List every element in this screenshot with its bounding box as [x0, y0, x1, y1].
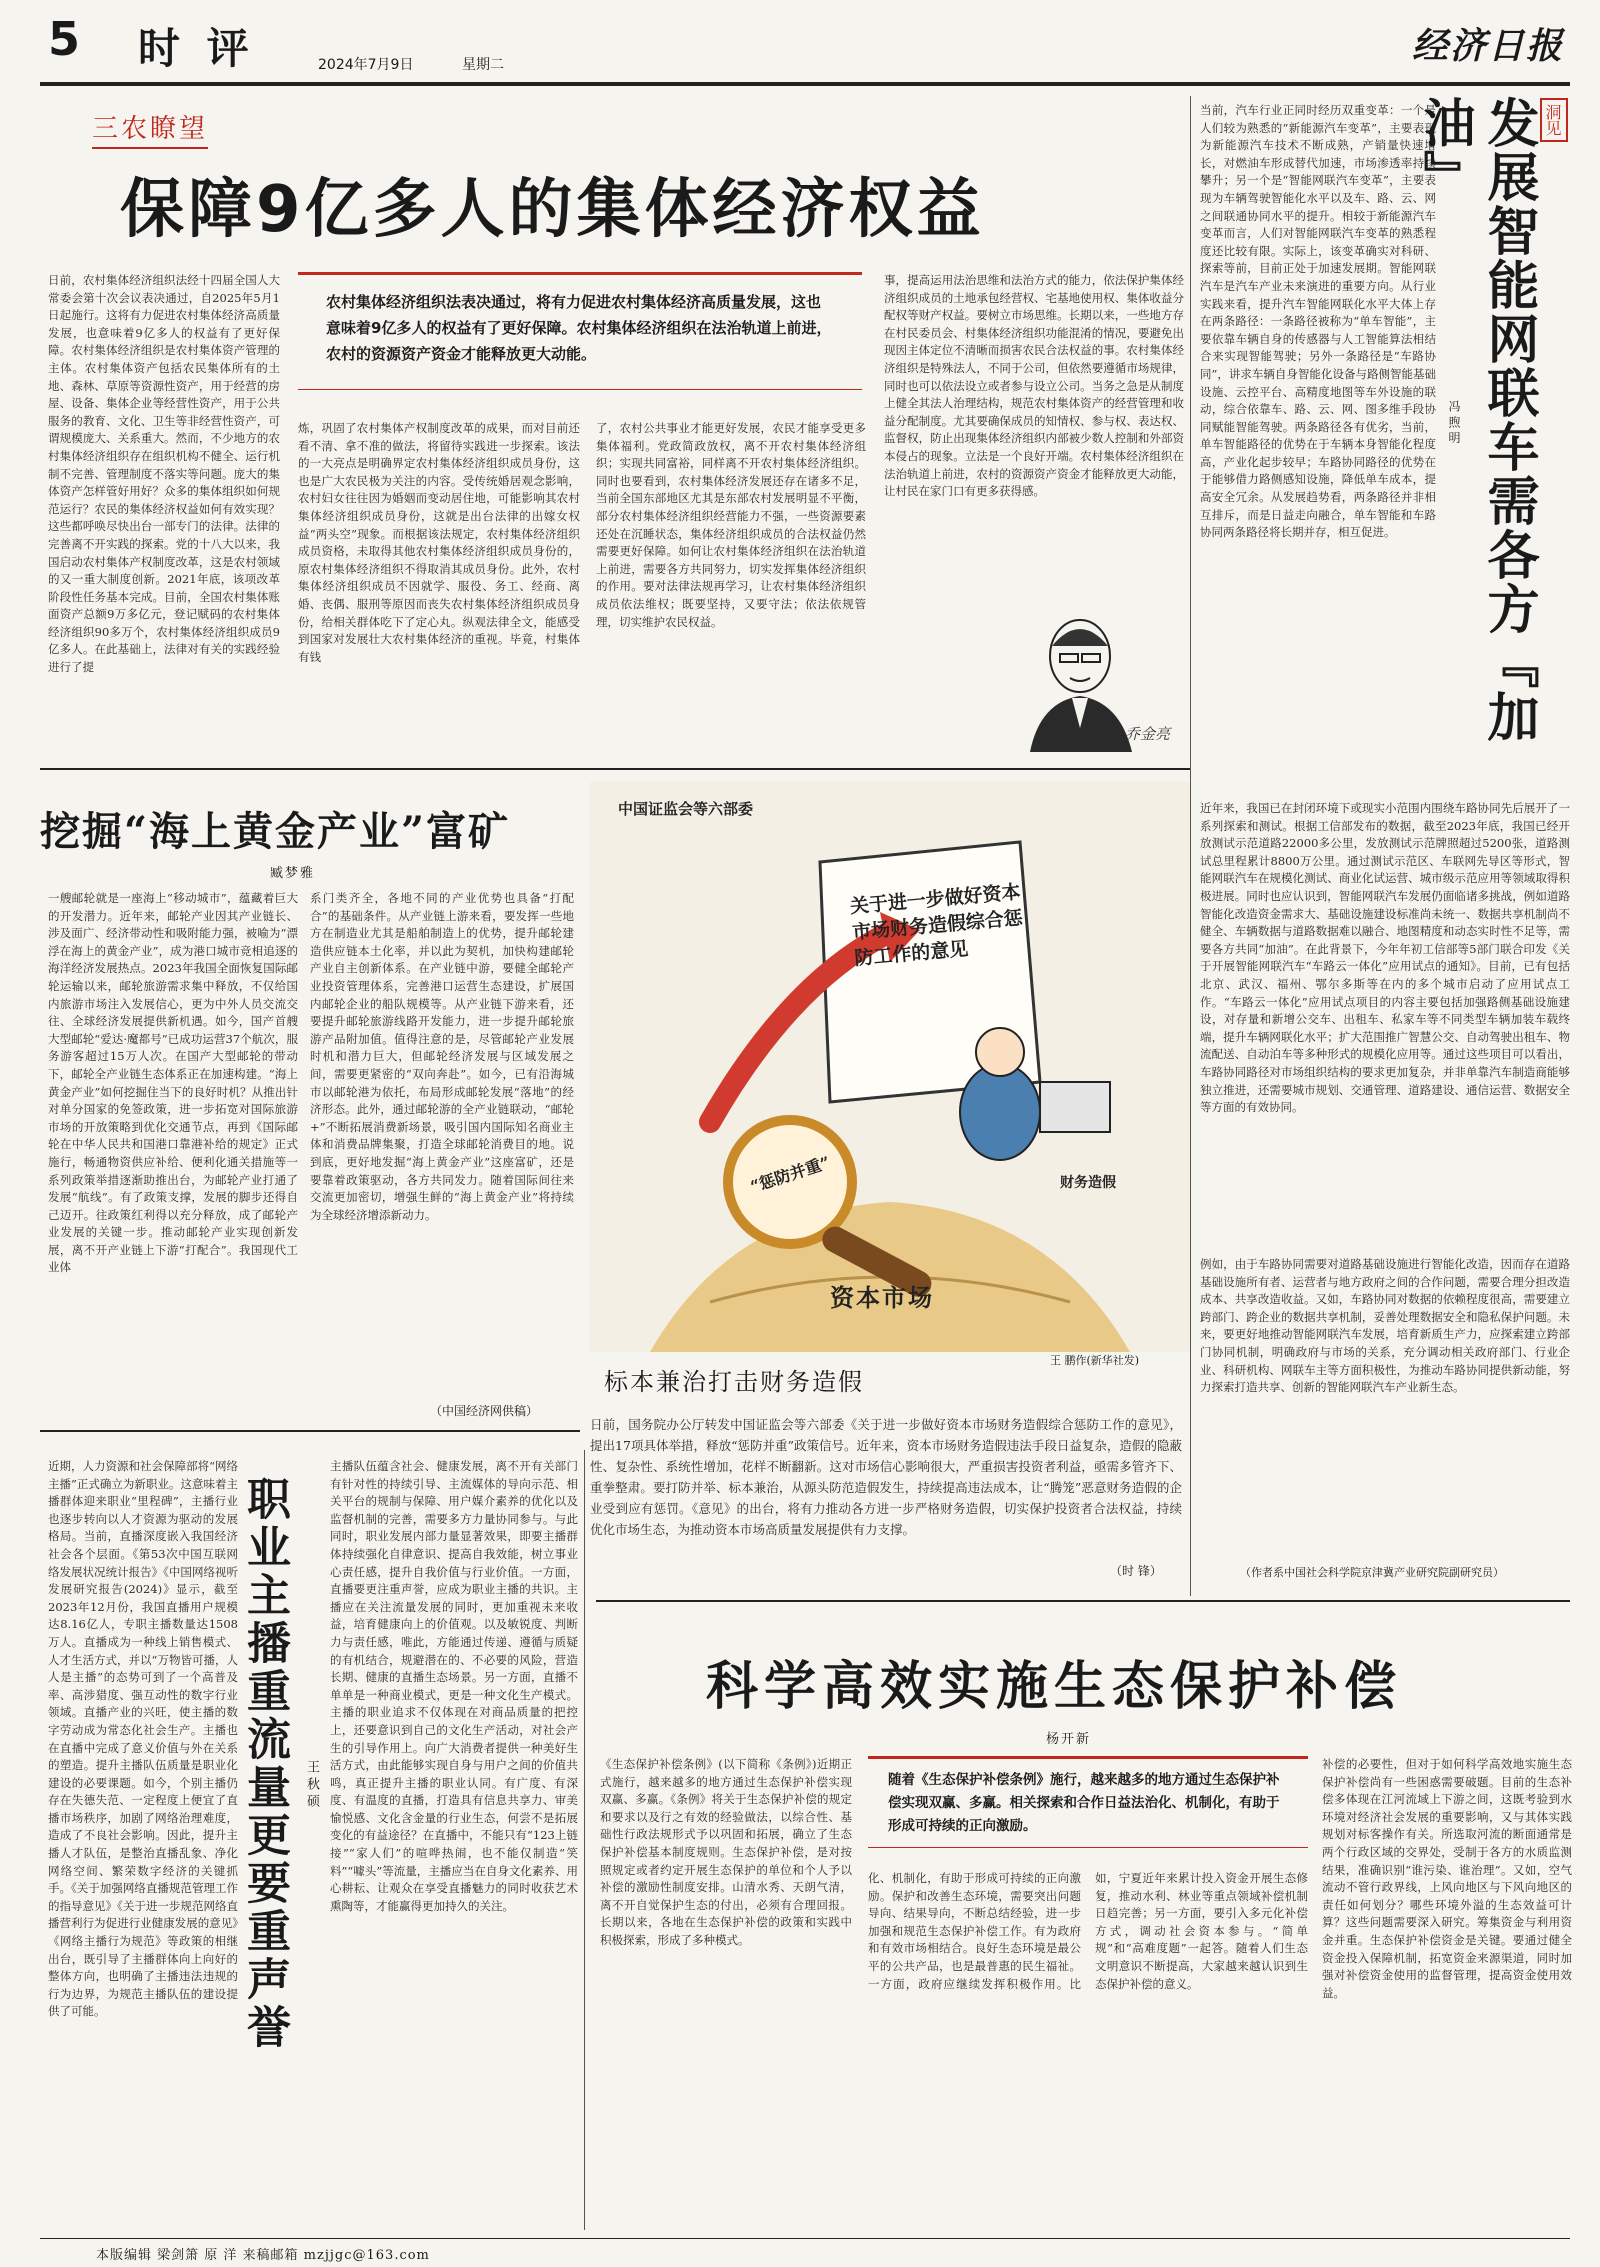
auto-tag: 洞见	[1540, 98, 1568, 142]
cartoon-bottom-text: 资本市场	[830, 1283, 934, 1312]
auto-author-note: （作者系中国社会科学院京津冀产业研究院副研究员）	[1240, 1566, 1504, 1579]
cartoon-tag: 财务造假	[1060, 1175, 1116, 1191]
auto-column-2: 近年来，我国已在封闭环境下或现实小范围内围绕车路协同先后展开了一系列探索和测试。根据工信部发布的数据，截至2023年底，我国已经开放测试示范道路22000多公里，发放测试示范牌照超过5200张，道路测试总里程累计8800万公里。通过测试示范区、车联网先导区等形式，智能网联汽车在规模化测试、商业化试运营、城市级示范应用等领域取得积极进展。同时也应认识到，智能网联汽车发展仍面临诸多挑战，例如道路智能化改造资金需求大、基础设施建设标准尚未统一、数据共享机制尚不健全、车辆数据与道路数据难以融合、地图精度和动态实时性不足等，需要各方共同“加油”。在此背景下，今年年初工信部等5部门联合印发《关于开展智能网联汽车“车路云一体化”应用试点的通知》。目前，已有包括北京、武汉、福州、鄂尔多斯等在内的多个城市启动了应用试点工作。“车路云一体化”应用试点项目的内容主要包括加强路侧基础设施建设，对存量和新增公交车、出租车、私家车等不同类型车辆加装车载终端，提升车辆网联化水平；扩大范围推广智慧公交、自动驾驶出租车、物流配送、自动泊车等多种形式的规模化应用等。通过这些项目可以看出，车路协同路径对市场组织结构的要求更加复杂，并非单靠汽车制造商能够独立推进，还需要城市规划、交通管理、道路建设、通信运营、数据安全等方面的有效协同。	[1200, 801, 1570, 1115]
footer-rule	[40, 2238, 1570, 2239]
ecology-column-3: 补偿的必要性，但对于如何科学高效地实施生态保护补偿尚有一些困惑需要破题。目前的生态补偿多体现在江河流域上下游之间，这既考验到水环境对经济社会发展的重要影响，又与其体实践规划对标客操作有关。所选取河流的断面通常是两个行政区域的交界处，受制于各方的水质监测结果，准确识别“谁污染、谁治理”。又如，空气流动不管行政界线，上风向地区与下风向地区的责任如何划分？哪些环境外溢的生态效益可计算？这些问题需要深入研究。筹集资金与利用资金并重。生态保护补偿资金是关键。要通过健全资金投入保障机制，拓宽资金来源渠道，同时加强对补偿资金使用的监督管理，提高资金使用效益。	[1322, 1757, 1572, 2000]
section-rule-2	[40, 1430, 580, 1432]
masthead-rule	[40, 82, 1570, 86]
divider-anchor	[584, 1450, 585, 2230]
lead-headline: 保障9亿多人的集体经济权益	[120, 173, 985, 247]
auto-column-3: 例如，由于车路协同需要对道路基础设施进行智能化改造，因而存在道路基础设施所有者、运营者与地方政府之间的合作问题，需要合理分担改造成本、共享改造收益。又如，车路协同对数据的依赖程度很高，需要建立跨部门、跨企业的数据共享机制，妥善处理数据安全和隐私保护问题。未来，要更好地推动智能网联汽车发展，培育新质生产力，应探索建立跨部门协同机制，明确政府与市场的关系，充分调动相关政府部门、行业企业、科研机构、网联车主等方面积极性，为推动车路协同提供新动能，努力探索打造共享、创新的智能网联汽车产业新生态。	[1200, 1257, 1570, 1395]
lead-column-4-tail	[884, 598, 1016, 752]
anchor-column-1: 近期，人力资源和社会保障部将“网络主播”正式确立为新职业。这意味着主播群体迎来职业“里程碑”，主播行业也逐步转向以人才资源为驱动的发展格局。当前，直播深度嵌入我国经济社会各个层面。《第53次中国互联网络发展状况统计报告》《中国网络视听发展研究报告(2024)》显示，截至2023年12月份，我国直播用户规模达8.16亿人，专职主播数量达1508万人。直播成为一种线上销售模式、人才生活方式，并以“万物皆可播，人人是主播”的态势可到了一个高普及率、高涉猎度、强互动性的数字行业领域。直播产业的兴旺，使主播的数字劳动成为常态化社会生产。主播也在直播中完成了意义价值与外在关系的塑造。提升主播队伍质量是职业化建设的必要课题。如今，个别主播仍存在失德失范、一定程度上便宜了直播市场秩序，加剧了网络治理难度，造成了不良社会影响。因此，提升主播人才队伍，是整治直播乱象、净化网络空间、繁荣数字经济的关键抓手。《关于加强网络直播规范管理工作的指导意见》《关于进一步规范网络直播营利行为促进行业健康发展的意见》《网络主播行为规范》等政策的相继出台，既引导了主播群体向上向好的整体方向，也明确了主播违法违规的行为边界，为规范主播队伍的建设提供了可能。	[48, 1459, 238, 2019]
issue-weekday: 星期二	[462, 57, 504, 73]
lead-column-4: 事，提高运用法治思维和法治方式的能力，依法保护集体经济组织成员的土地承包经营权、宅基地使用权、集体收益分配权等财产权益。要树立市场思维。长期以来，一些地方存在村民委员会、村集体经济组织功能混淆的情况，要避免出现因主体定位不清晰而损害农民合法权益的事。农村集体经济组织是特殊法人，不同于公司，但依然要遵循市场规律，同时也可以依法设立或者参与设立公司。当务之急是从制度上健全其法人治理结构，规范农村集体资产的经营管理和收益分配制度。尤其要确保成员的知情权、参与权、表达权、监督权，防止出现集体经济组织内部被少数人控制和外部资本侵占的现象。立法是一个良好开端。农村集体经济组织在法治轨道上前进，农村的资源资产资金才能释放更大动能，让村民在家门口有更多获得感。	[884, 273, 1184, 499]
sea-column-2: 系门类齐全，各地不同的产业优势也具备“打配合”的基础条件。从产业链上游来看，要发挥一些地方在制造业尤其是船舶制造上的优势，提升邮轮建造供应链本土化率，并以此为契机，加快构建邮轮产业自主创新体系。在产业链中游，要健全邮轮产业投资管理体系，完善港口运营生态建设，扩展国内邮轮企业的船队规模等。从产业链下游来看，还要提升邮轮旅游线路开发能力，进一步提升邮轮旅游产品附加值。值得注意的是，尽管邮轮产业发展时机和潜力巨大，但邮轮经济发展与区域发展之间，需要更紧密的“双向奔赴”。如今，已有沿海城市以邮轮港为依托，布局形成邮轮发展“落地”的经济形态。此外，通过邮轮游的全产业链联动，“邮轮+”不断拓展消费新场景，吸引国内国际知名商业主体和消费品牌集聚，打造全球邮轮消费目的地。说到底，更好地发掘“海上黄金产业”这座富矿，还是要靠着政策驱动，各方共同发力。随着国际间往来交流更加密切，增强生鲜的“海上黄金产业”将持续为全球经济增添新动力。	[310, 891, 574, 1222]
anchor-headline: 职业主播重流量更要重声誉	[239, 1476, 290, 2052]
column-tag: 三农瞭望	[92, 108, 208, 149]
lead-column-2: 炼，巩固了农村集体产权制度改革的成果，而对目前还看不清、拿不准的做法，将留待实践进一步探索。该法的一大亮点是明确界定农村集体经济组织成员身份，这也是广大农民极为关注的内容。受传统婚居观念影响，农村妇女往往因为婚姻而变动居住地，可能影响其农村集体经济组织成员身份，这就是出台法律的出嫁女权益“两头空”现象。而根据该法规定，农村集体经济组织成员资格，未取得其他农村集体经济组织成员身份的，原农村集体经济组织不得取消其成员身份。此外，农村集体经济组织成员不因就学、服役、务工、经商、离婚、丧偶、服刑等原因而丧失农村集体经济组织成员身份，给相关群体吃下了定心丸。纵观法律全文，能感受到国家对发展壮大农村集体经济的重视。毕竟，村集体有钱	[298, 421, 580, 664]
lead-pullquote-box	[298, 272, 862, 390]
cartoon-caption: 标本兼治打击财务造假	[604, 1368, 864, 1396]
ecology-column-1: 《生态保护补偿条例》(以下简称《条例》)近期正式施行，越来越多的地方通过生态保护补偿实现双赢、多赢。《条例》将关于生态保护补偿的规定和要求以及行之有效的经验做法，以综合性、基础性行政法规形式予以巩固和拓展，确立了生态保护补偿基本制度规则。生态保护补偿，是对按照规定或者约定开展生态保护的单位和个人予以补偿的激励性制度安排。山清水秀、天朗气清，离不开自觉保护生态的付出，必须有合理回报。长期以来，各地在生态保护补偿的政策和实践中积极探索，形成了多种模式。	[600, 1757, 852, 1947]
section-rule-1	[40, 768, 1190, 770]
footer-editors: 本版编辑 梁剑箫 原 洋 来稿邮箱 mzjjgc@163.com	[96, 2248, 430, 2263]
ecology-headline: 科学高效实施生态保护补偿	[706, 1657, 1403, 1717]
sea-byline: 臧梦雅	[270, 866, 316, 881]
ecology-pullquote-box	[868, 1756, 1308, 1848]
author-signature: 乔金亮	[1124, 725, 1170, 743]
section-title: 时 评	[138, 24, 255, 73]
cartoon-stamp: “惩防并重”	[748, 1152, 833, 1197]
cartoon-document-text: 关于进一步做好资本市场财务造假综合惩防工作的意见	[849, 881, 1024, 970]
lead-pullquote: 农村集体经济组织法表决通过，将有力促进农村集体经济高质量发展，这也意味着9亿多人的权益有了更好保障。农村集体经济组织在法治轨道上前进，农村的资源资产资金才能释放更大动能。	[326, 293, 832, 363]
sea-column-1: 一艘邮轮就是一座海上“移动城市”，蕴藏着巨大的开发潜力。近年来，邮轮产业因其产业链长、涉及面广、经济带动性和吸附能力强，被喻为“漂浮在海上的黄金产业”，成为港口城市竞相追逐的海洋经济发展热点。2023年我国全面恢复国际邮轮运输以来，邮轮旅游需求集中释放，不仅给国内旅游市场注入发展信心，更为中外人员交流交往、全球经济发展提供新机遇。如今，国产首艘大型邮轮“爱达·魔都号”已成功运营37个航次，服务游客超过15万人次。在国产大型邮轮的带动下，邮轮全产业链生态体系正在加速构建。“海上黄金产业”如何挖掘住当下的良好时机？从推出针对单分国家的免签政策，进一步拓宽对国际旅游市场的开放策略到优化交通节点，再到《国际邮轮在中华人民共和国港口靠港补给的规定》正式施行，畅通物资供应补给、便利化通关措施等一系列政策举措逐渐助推出台，为邮轮产业打通了发展“航线”。有了政策支撑，发展的脚步还得自己迈开。往政策红利得以充分释放，成了邮轮产业发展的关键一步。推动邮轮产业实现创新发展，离不开产业链上下游“打配合”。我国现代工业体	[48, 891, 298, 1275]
cartoon-top-label: 中国证监会等六部委	[618, 800, 754, 818]
divider-right	[1190, 96, 1191, 1596]
issue-date: 2024年7月9日	[318, 57, 414, 73]
lead-column-1: 日前，农村集体经济组织法经十四届全国人大常委会第十次会议表决通过，自2025年5月1日起施行。这将有力促进农村集体经济高质量发展，也意味着9亿多人的权益有了更好保障。农村集体经济组织是农村集体资产管理的主体。农村集体资产包括农民集体所有的土地、森林、草原等资源性资产，用于经营的房屋、设备、集体企业等经营性资产，用于公共服务的教育、文化、卫生等非经营性资产，可谓规模庞大、关系重大。然而，不少地方的农村集体经济组织存在组织机构不健全、运行机制不完善、管理制度不落实等问题。庞大的集体资产怎样管好用好？众多的集体组织如何规范运行？农民的集体经济权益如何有效实现？这些都呼唤尽快出台一部专门的法律。法律的完善离不开实践的探索。党的十八大以来，我国启动农村集体产权制度改革，这是农村领域的又一重大制度创新。2021年底，该项改革阶段性任务基本完成。目前，全国农村集体账面资产总额9万多亿元，登记赋码的农村集体经济组织90多万个，农村集体经济组织成员9亿多人。在此基础上，法律对有关的实践经验进行了提	[48, 273, 280, 675]
auto-byline: 冯 煦 明	[1447, 400, 1461, 444]
author-portrait	[1020, 598, 1170, 752]
anchor-byline: 王秋硕	[304, 1760, 319, 1811]
page-number: 5	[48, 12, 81, 66]
paper-logo: 经济日报	[1412, 25, 1565, 67]
cartoon-commentary: 日前，国务院办公厅转发中国证监会等六部委《关于进一步做好资本市场财务造假综合惩防工作的意见》，提出17项具体举措，释放“惩防并重”政策信号。近年来，资本市场财务造假违法手段日益复杂，造假的隐蔽性、复杂性、系统性增加，花样不断翻新。这对市场信心影响很大，严重损害投资者利益，亟需多管齐下、重拳整肃。要打防并举、标本兼治，从源头防范造假发生，持续提高违法成本，让“腾笼”恶意财务造假的企业受到应有惩罚。《意见》的出台，将有力推动各方进一步严格财务造假，切实保护投资者合法权益，持续优化市场生态，为推动资本市场高质量发展提供有力支撑。	[590, 1417, 1182, 1537]
lead-column-3: 了，农村公共事业才能更好发展，农民才能享受更多集体福利。党政简政放权，离不开农村集体经济组织；实现共同富裕，同样离不开农村集体经济组织。同时也要看到，农村集体经济发展还存在诸多不足，当前全国东部地区尤其是东部农村发展明显不平衡，部分农村集体经济组织经营能力不强，一些资源要素还处在沉睡状态，集体经济组织成员的合法权益仍然需要更好保障。如何让农村集体经济组织在法治轨道上前进，需要各方共同努力，切实发挥集体经济组织的作用。要对法律法规再学习，让农村集体经济组织成员依法维权；既要坚持，又要守法；依法依规管理，切实维护农民权益。	[596, 421, 866, 629]
sea-headline: 挖掘“海上黄金产业”富矿	[40, 808, 511, 855]
auto-column-1: 当前，汽车行业正同时经历双重变革：一个是人们较为熟悉的“新能源汽车变革”，主要表现为新能源汽车技术不断成熟，产销量快速增长，对燃油车形成替代加速，市场渗透率持续攀升；另一个是“智能网联汽车变革”，主要表现为车辆驾驶智能化水平以及车、路、云、网之间联通协同水平的提升。相较于新能源汽车变革而言，人们对智能网联汽车变革的熟悉程度还比较有限。实际上，该变革确实对科研、探索等前，目前正处于加速发展期。智能网联汽车是汽车产业未来演进的重要方向。从行业实践来看，提升汽车智能网联化水平大体上存在两条路径：一条路径被称为“单车智能”，主要依靠车辆自身的传感器与人工智能算法相结合来实现智能驾驶；另外一条路径是“车路协同”，讲求车辆自身智能化设备与路侧智能基础设施、云控平台、高精度地图等车外设施的联动，综合依靠车、路、云、网、图多维手段协同赋能智能驾驶。两条路径各有优劣，当前，单车智能路径的优势在于车辆本身智能化程度高，产业化起步较早；车路协同路径的优势在于能够借力路侧感知设施，降低单车成本，提高安全冗余。从发展趋势看，两条路径并非相互排斥，而是日益走向融合，单车智能和车路协同两条路径将长期并存，相互促进。	[1200, 103, 1436, 540]
auto-headline: 发展智能网联车需各方『加油』	[1414, 96, 1538, 744]
ecology-column-2: 化、机制化，有助于形成可持续的正向激励。保护和改善生态环境，需要突出问题导向、结果导向，不断总结经验，进一步加强和规范生态保护补偿工作。有为政府和有效市场相结合。良好生态环境是最公平的公共产品，也是最普惠的民生福祉。一方面，政府应继续发挥积极作用。比如，宁夏近年来累计投入资金开展生态修复，推动水利、林业等重点领域补偿机制日趋完善；另一方面，要引入多元化补偿方式，调动社会资本参与。“简单规”和“高难度题”一起答。随着人们生态文明意识不断提高，大家越来越认识到生态保护补偿的意义。	[868, 1871, 1308, 1991]
cartoon-author: （时 锋）	[1110, 1564, 1162, 1578]
ecology-byline: 杨开新	[1046, 1732, 1092, 1747]
cartoon-credit: 王 鹏作(新华社发)	[1050, 1354, 1140, 1367]
anchor-column-2: 主播队伍蕴含社会、健康发展，离不开有关部门有针对性的持续引导、主流媒体的导向示范、相关平台的规制与保障、用户媒介素养的优化以及监督机制的完善，需要多方力量协同参与。与此同时，职业发展内部力量显著效果，即要主播群体持续强化自律意识、提高自我效能，树立事业心责任感，提升自我价值与行业价值。一方面，直播要更注重声誉，应成为职业主播的共识。主播应在关注流量发展的同时，更加重视未来收益，培育健康向上的价值观。以及敏锐度、判断力与责任感，唯此，方能通过传递、遵循与质疑的有机结合，规避潜在的、不必要的风险，营造长期、健康的直播生态场景。另一方面，直播不单单是一种商业模式，更是一种文化生产模式。主播的职业追求不仅体现在对商品质量的把控上，还要意识到自己的文化生产活动，对社会产生的引导作用上。向广大消费者提供一种美好生活方式，由此能够实现自身与用户之间的价值共鸣，真正提升主播的职业认同。有广度、有深度、有温度的直播，打造具有信息共享力、审美愉悦感、文化含金量的行业生态，何尝不是拓展变化的有益途径？在直播中，不能只有“123上链接”“家人们”的喧哗热闹，也不能仅制造“笑料”“噱头”等流量，主播应当在自身文化素养、用心耕耘、让观众在享受直播魅力的同时收获艺术熏陶等，才能赢得更加持久的关注。	[330, 1459, 578, 1913]
section-rule-3	[596, 1600, 1570, 1602]
cartoon	[590, 782, 1190, 1352]
sea-source: （中国经济网供稿）	[430, 1404, 539, 1418]
ecology-pullquote: 随着《生态保护补偿条例》施行，越来越多的地方通过生态保护补偿实现双赢、多赢。相关探索和合作日益法治化、机制化，有助于形成可持续的正向激励。	[888, 1772, 1280, 1834]
masthead	[0, 0, 1600, 78]
